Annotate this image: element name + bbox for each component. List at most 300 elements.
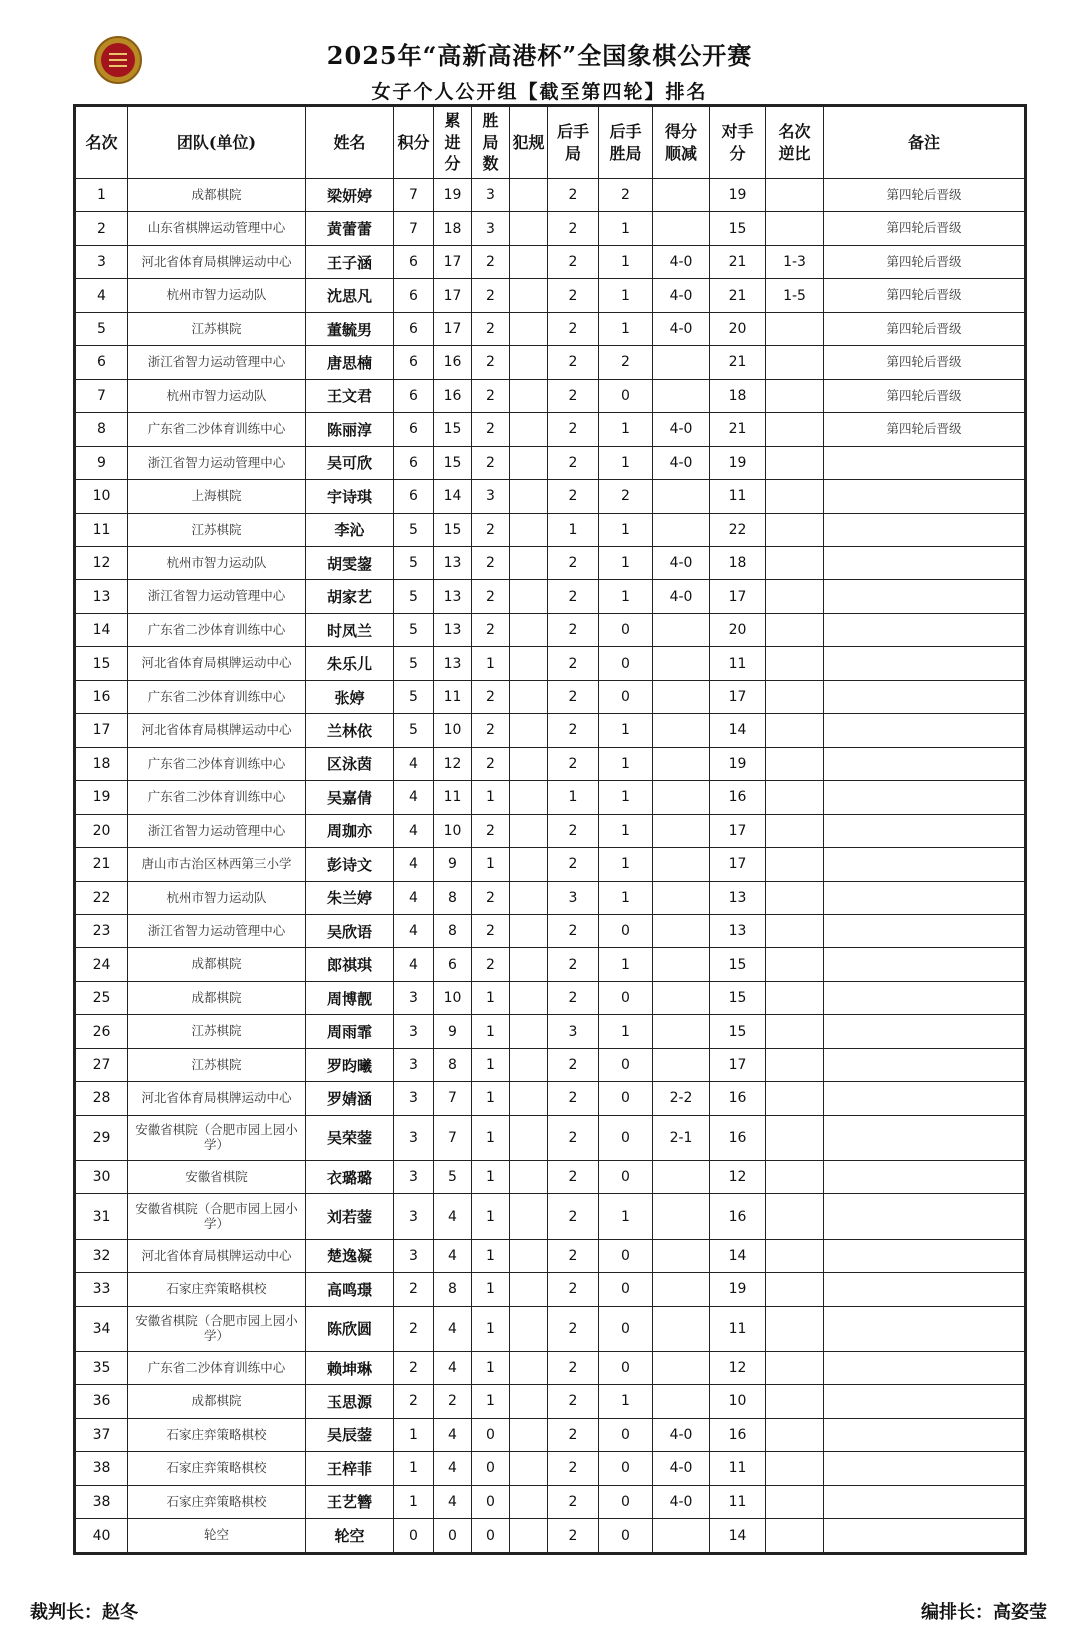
name-cell: 周博靓	[306, 981, 394, 1014]
opponent-score-cell: 16	[710, 1115, 766, 1160]
black-games-cell: 2	[548, 814, 599, 847]
table-row	[76, 580, 1025, 613]
black-wins-cell: 2	[599, 346, 653, 379]
wins-cell: 1	[472, 1306, 510, 1351]
fouls-cell	[510, 1351, 548, 1384]
black-wins-cell: 1	[599, 279, 653, 312]
name-cell: 朱兰婷	[306, 881, 394, 914]
head-to-head-cell	[766, 346, 824, 379]
points-cell: 4	[394, 914, 434, 947]
note-cell	[824, 714, 1025, 747]
name-cell: 区泳茵	[306, 747, 394, 780]
head-to-head-cell	[766, 1418, 824, 1451]
head-to-head-cell	[766, 781, 824, 814]
team-cell: 成都棋院	[128, 948, 306, 981]
column-header: 得分 顺减	[653, 107, 710, 179]
opponent-score-cell: 15	[710, 948, 766, 981]
team-cell: 杭州市智力运动队	[128, 279, 306, 312]
team-cell: 唐山市古治区林西第三小学	[128, 848, 306, 881]
cumulative-cell: 12	[434, 747, 472, 780]
black-games-cell: 2	[548, 580, 599, 613]
points-cell: 5	[394, 546, 434, 579]
note-cell	[824, 1082, 1025, 1115]
note-cell: 第四轮后晋级	[824, 245, 1025, 278]
rank-cell: 26	[76, 1015, 128, 1048]
black-games-cell: 2	[548, 680, 599, 713]
note-cell	[824, 613, 1025, 646]
head-to-head-cell	[766, 914, 824, 947]
opponent-score-cell: 15	[710, 981, 766, 1014]
name-cell: 胡家艺	[306, 580, 394, 613]
note-cell	[824, 580, 1025, 613]
team-cell: 广东省二沙体育训练中心	[128, 613, 306, 646]
cumulative-cell: 4	[434, 1351, 472, 1384]
wins-cell: 1	[472, 1351, 510, 1384]
black-wins-cell: 0	[599, 981, 653, 1014]
wins-cell: 2	[472, 714, 510, 747]
cumulative-cell: 16	[434, 379, 472, 412]
wins-cell: 1	[472, 647, 510, 680]
cumulative-cell: 8	[434, 914, 472, 947]
black-games-cell: 2	[548, 279, 599, 312]
black-wins-cell: 1	[599, 1194, 653, 1239]
score-deduct-cell	[653, 1306, 710, 1351]
score-deduct-cell	[653, 781, 710, 814]
black-wins-cell: 1	[599, 513, 653, 546]
team-cell: 浙江省智力运动管理中心	[128, 446, 306, 479]
wins-cell: 1	[472, 1082, 510, 1115]
score-deduct-cell: 4-0	[653, 279, 710, 312]
head-to-head-cell	[766, 747, 824, 780]
fouls-cell	[510, 1418, 548, 1451]
rank-cell: 33	[76, 1273, 128, 1306]
wins-cell: 3	[472, 480, 510, 513]
fouls-cell	[510, 279, 548, 312]
points-cell: 5	[394, 647, 434, 680]
black-games-cell: 2	[548, 848, 599, 881]
name-cell: 王文君	[306, 379, 394, 412]
fouls-cell	[510, 1194, 548, 1239]
team-cell: 江苏棋院	[128, 312, 306, 345]
team-cell: 河北省体育局棋牌运动中心	[128, 245, 306, 278]
wins-cell: 1	[472, 1048, 510, 1081]
fouls-cell	[510, 446, 548, 479]
black-games-cell: 2	[548, 747, 599, 780]
fouls-cell	[510, 245, 548, 278]
score-deduct-cell	[653, 914, 710, 947]
head-to-head-cell	[766, 1082, 824, 1115]
opponent-score-cell: 17	[710, 680, 766, 713]
note-cell	[824, 1115, 1025, 1160]
rank-cell: 9	[76, 446, 128, 479]
black-wins-cell: 1	[599, 814, 653, 847]
table-row	[76, 747, 1025, 780]
column-header: 后手 胜局	[599, 107, 653, 179]
fouls-cell	[510, 647, 548, 680]
fouls-cell	[510, 513, 548, 546]
note-cell: 第四轮后晋级	[824, 279, 1025, 312]
points-cell: 5	[394, 613, 434, 646]
points-cell: 7	[394, 212, 434, 245]
head-to-head-cell	[766, 1485, 824, 1518]
note-cell	[824, 1418, 1025, 1451]
page-title: 2025年“高新高港杯”全国象棋公开赛	[326, 41, 753, 70]
note-cell	[824, 1048, 1025, 1081]
wins-cell: 1	[472, 981, 510, 1014]
team-cell: 安徽省棋院（合肥市园上园小学）	[128, 1194, 306, 1239]
rank-cell: 1	[76, 179, 128, 212]
rank-cell: 21	[76, 848, 128, 881]
score-deduct-cell: 2-1	[653, 1115, 710, 1160]
wins-cell: 1	[472, 1239, 510, 1272]
head-to-head-cell	[766, 179, 824, 212]
black-wins-cell: 1	[599, 446, 653, 479]
rank-cell: 30	[76, 1160, 128, 1193]
team-cell: 江苏棋院	[128, 513, 306, 546]
column-header: 犯规	[510, 107, 548, 179]
rank-cell: 38	[76, 1485, 128, 1518]
team-cell: 河北省体育局棋牌运动中心	[128, 1082, 306, 1115]
black-wins-cell: 0	[599, 1418, 653, 1451]
opponent-score-cell: 13	[710, 914, 766, 947]
points-cell: 6	[394, 446, 434, 479]
note-cell	[824, 1239, 1025, 1272]
wins-cell: 0	[472, 1418, 510, 1451]
table-row	[76, 1306, 1025, 1351]
fouls-cell	[510, 814, 548, 847]
fouls-cell	[510, 848, 548, 881]
fouls-cell	[510, 680, 548, 713]
note-cell	[824, 546, 1025, 579]
cumulative-cell: 17	[434, 245, 472, 278]
team-cell: 浙江省智力运动管理中心	[128, 814, 306, 847]
rank-cell: 5	[76, 312, 128, 345]
opponent-score-cell: 17	[710, 1048, 766, 1081]
cumulative-cell: 7	[434, 1115, 472, 1160]
note-cell: 第四轮后晋级	[824, 212, 1025, 245]
score-deduct-cell	[653, 948, 710, 981]
black-games-cell: 2	[548, 981, 599, 1014]
score-deduct-cell	[653, 881, 710, 914]
name-cell: 周珈亦	[306, 814, 394, 847]
black-wins-cell: 0	[599, 613, 653, 646]
wins-cell: 2	[472, 580, 510, 613]
rank-cell: 29	[76, 1115, 128, 1160]
points-cell: 4	[394, 814, 434, 847]
head-to-head-cell	[766, 981, 824, 1014]
cumulative-cell: 4	[434, 1239, 472, 1272]
score-deduct-cell	[653, 513, 710, 546]
chief-referee: 裁判长：赵冬	[30, 1602, 138, 1623]
team-cell: 石家庄弈策略棋校	[128, 1273, 306, 1306]
name-cell: 罗昀曦	[306, 1048, 394, 1081]
black-games-cell: 2	[548, 1418, 599, 1451]
head-to-head-cell	[766, 1160, 824, 1193]
name-cell: 时凤兰	[306, 613, 394, 646]
black-games-cell: 2	[548, 1452, 599, 1485]
black-games-cell: 2	[548, 1160, 599, 1193]
black-games-cell: 2	[548, 1351, 599, 1384]
note-cell	[824, 1306, 1025, 1351]
fouls-cell	[510, 1015, 548, 1048]
black-games-cell: 2	[548, 714, 599, 747]
ranking-table	[75, 106, 1025, 1553]
column-header: 名次 逆比	[766, 107, 824, 179]
points-cell: 0	[394, 1519, 434, 1553]
rank-cell: 31	[76, 1194, 128, 1239]
black-wins-cell: 1	[599, 881, 653, 914]
cumulative-cell: 6	[434, 948, 472, 981]
team-cell: 广东省二沙体育训练中心	[128, 781, 306, 814]
black-wins-cell: 0	[599, 379, 653, 412]
score-deduct-cell: 4-0	[653, 1418, 710, 1451]
head-to-head-cell	[766, 1048, 824, 1081]
name-cell: 吴辰蓥	[306, 1418, 394, 1451]
rank-cell: 8	[76, 413, 128, 446]
cumulative-cell: 15	[434, 513, 472, 546]
cumulative-cell: 7	[434, 1082, 472, 1115]
opponent-score-cell: 10	[710, 1385, 766, 1418]
opponent-score-cell: 13	[710, 881, 766, 914]
score-deduct-cell: 4-0	[653, 1485, 710, 1518]
table-row	[76, 1048, 1025, 1081]
table-row	[76, 379, 1025, 412]
wins-cell: 2	[472, 379, 510, 412]
table-row	[76, 513, 1025, 546]
cumulative-cell: 16	[434, 346, 472, 379]
note-cell: 第四轮后晋级	[824, 312, 1025, 345]
points-cell: 6	[394, 413, 434, 446]
opponent-score-cell: 17	[710, 848, 766, 881]
black-wins-cell: 1	[599, 948, 653, 981]
fouls-cell	[510, 1273, 548, 1306]
name-cell: 吴欣语	[306, 914, 394, 947]
name-cell: 黄蕾蕾	[306, 212, 394, 245]
black-games-cell: 2	[548, 1082, 599, 1115]
points-cell: 3	[394, 1160, 434, 1193]
black-wins-cell: 1	[599, 747, 653, 780]
black-games-cell: 2	[548, 1194, 599, 1239]
rank-cell: 14	[76, 613, 128, 646]
fouls-cell	[510, 1485, 548, 1518]
head-to-head-cell	[766, 1351, 824, 1384]
table-row	[76, 212, 1025, 245]
fouls-cell	[510, 346, 548, 379]
note-cell: 第四轮后晋级	[824, 346, 1025, 379]
points-cell: 6	[394, 346, 434, 379]
score-deduct-cell: 4-0	[653, 1452, 710, 1485]
black-wins-cell: 1	[599, 212, 653, 245]
opponent-score-cell: 22	[710, 513, 766, 546]
black-games-cell: 2	[548, 546, 599, 579]
wins-cell: 0	[472, 1519, 510, 1553]
table-row	[76, 1194, 1025, 1239]
team-cell: 成都棋院	[128, 981, 306, 1014]
black-wins-cell: 0	[599, 680, 653, 713]
table-body	[76, 179, 1025, 1553]
name-cell: 轮空	[306, 1519, 394, 1553]
fouls-cell	[510, 981, 548, 1014]
black-games-cell: 2	[548, 1239, 599, 1272]
name-cell: 李沁	[306, 513, 394, 546]
table-row	[76, 480, 1025, 513]
black-wins-cell: 0	[599, 1306, 653, 1351]
opponent-score-cell: 15	[710, 212, 766, 245]
score-deduct-cell	[653, 1519, 710, 1553]
black-wins-cell: 0	[599, 914, 653, 947]
rank-cell: 3	[76, 245, 128, 278]
score-deduct-cell	[653, 814, 710, 847]
note-cell	[824, 981, 1025, 1014]
note-cell: 第四轮后晋级	[824, 413, 1025, 446]
black-wins-cell: 0	[599, 647, 653, 680]
opponent-score-cell: 20	[710, 312, 766, 345]
score-deduct-cell	[653, 1385, 710, 1418]
black-wins-cell: 1	[599, 245, 653, 278]
rank-cell: 24	[76, 948, 128, 981]
name-cell: 宇诗琪	[306, 480, 394, 513]
fouls-cell	[510, 179, 548, 212]
score-deduct-cell	[653, 1160, 710, 1193]
points-cell: 3	[394, 1082, 434, 1115]
name-cell: 董毓男	[306, 312, 394, 345]
wins-cell: 2	[472, 613, 510, 646]
table-row	[76, 1385, 1025, 1418]
table-row	[76, 312, 1025, 345]
cumulative-cell: 10	[434, 714, 472, 747]
score-deduct-cell	[653, 613, 710, 646]
fouls-cell	[510, 881, 548, 914]
black-games-cell: 1	[548, 781, 599, 814]
cumulative-cell: 15	[434, 413, 472, 446]
fouls-cell	[510, 747, 548, 780]
wins-cell: 1	[472, 1015, 510, 1048]
rank-cell: 38	[76, 1452, 128, 1485]
fouls-cell	[510, 1306, 548, 1351]
wins-cell: 2	[472, 245, 510, 278]
head-to-head-cell	[766, 1194, 824, 1239]
note-cell	[824, 848, 1025, 881]
black-games-cell: 2	[548, 413, 599, 446]
table-row	[76, 1485, 1025, 1518]
fouls-cell	[510, 1519, 548, 1553]
head-to-head-cell: 1-5	[766, 279, 824, 312]
team-cell: 安徽省棋院	[128, 1160, 306, 1193]
column-header: 备注	[824, 107, 1025, 179]
opponent-score-cell: 19	[710, 179, 766, 212]
note-cell	[824, 814, 1025, 847]
rank-cell: 23	[76, 914, 128, 947]
black-wins-cell: 0	[599, 1452, 653, 1485]
rank-cell: 16	[76, 680, 128, 713]
score-deduct-cell: 4-0	[653, 546, 710, 579]
table-row	[76, 814, 1025, 847]
wins-cell: 2	[472, 346, 510, 379]
fouls-cell	[510, 1452, 548, 1485]
points-cell: 4	[394, 747, 434, 780]
fouls-cell	[510, 714, 548, 747]
note-cell	[824, 1194, 1025, 1239]
opponent-score-cell: 12	[710, 1351, 766, 1384]
opponent-score-cell: 20	[710, 613, 766, 646]
black-games-cell: 2	[548, 346, 599, 379]
note-cell	[824, 1273, 1025, 1306]
head-to-head-cell	[766, 1519, 824, 1553]
cumulative-cell: 8	[434, 1048, 472, 1081]
opponent-score-cell: 19	[710, 446, 766, 479]
name-cell: 彭诗文	[306, 848, 394, 881]
opponent-score-cell: 11	[710, 1485, 766, 1518]
team-cell: 广东省二沙体育训练中心	[128, 680, 306, 713]
note-cell	[824, 1015, 1025, 1048]
team-cell: 浙江省智力运动管理中心	[128, 580, 306, 613]
opponent-score-cell: 18	[710, 379, 766, 412]
rank-cell: 10	[76, 480, 128, 513]
rank-cell: 19	[76, 781, 128, 814]
points-cell: 1	[394, 1452, 434, 1485]
note-cell	[824, 948, 1025, 981]
opponent-score-cell: 11	[710, 647, 766, 680]
opponent-score-cell: 15	[710, 1015, 766, 1048]
score-deduct-cell: 4-0	[653, 312, 710, 345]
table-row	[76, 1351, 1025, 1384]
table-row	[76, 346, 1025, 379]
team-cell: 河北省体育局棋牌运动中心	[128, 647, 306, 680]
rank-cell: 20	[76, 814, 128, 847]
head-to-head-cell	[766, 1452, 824, 1485]
cumulative-cell: 11	[434, 680, 472, 713]
column-header: 累 进 分	[434, 107, 472, 179]
black-wins-cell: 0	[599, 1519, 653, 1553]
cumulative-cell: 9	[434, 848, 472, 881]
cumulative-cell: 8	[434, 881, 472, 914]
cumulative-cell: 13	[434, 647, 472, 680]
head-to-head-cell	[766, 814, 824, 847]
points-cell: 7	[394, 179, 434, 212]
head-to-head-cell	[766, 881, 824, 914]
note-cell: 第四轮后晋级	[824, 179, 1025, 212]
table-row	[76, 948, 1025, 981]
name-cell: 吴可欣	[306, 446, 394, 479]
note-cell: 第四轮后晋级	[824, 379, 1025, 412]
wins-cell: 2	[472, 881, 510, 914]
points-cell: 4	[394, 881, 434, 914]
fouls-cell	[510, 312, 548, 345]
points-cell: 1	[394, 1485, 434, 1518]
team-cell: 成都棋院	[128, 179, 306, 212]
note-cell	[824, 480, 1025, 513]
head-to-head-cell	[766, 948, 824, 981]
black-games-cell: 2	[548, 948, 599, 981]
points-cell: 6	[394, 312, 434, 345]
column-header: 团队(单位)	[128, 107, 306, 179]
wins-cell: 2	[472, 413, 510, 446]
cumulative-cell: 19	[434, 179, 472, 212]
head-to-head-cell	[766, 546, 824, 579]
black-wins-cell: 0	[599, 1115, 653, 1160]
opponent-score-cell: 21	[710, 413, 766, 446]
scheduler: 编排长：高姿莹	[921, 1602, 1047, 1623]
cumulative-cell: 8	[434, 1273, 472, 1306]
column-header: 名次	[76, 107, 128, 179]
score-deduct-cell	[653, 680, 710, 713]
table-row	[76, 914, 1025, 947]
black-wins-cell: 1	[599, 546, 653, 579]
team-cell: 江苏棋院	[128, 1015, 306, 1048]
wins-cell: 0	[472, 1485, 510, 1518]
cumulative-cell: 14	[434, 480, 472, 513]
cumulative-cell: 4	[434, 1306, 472, 1351]
